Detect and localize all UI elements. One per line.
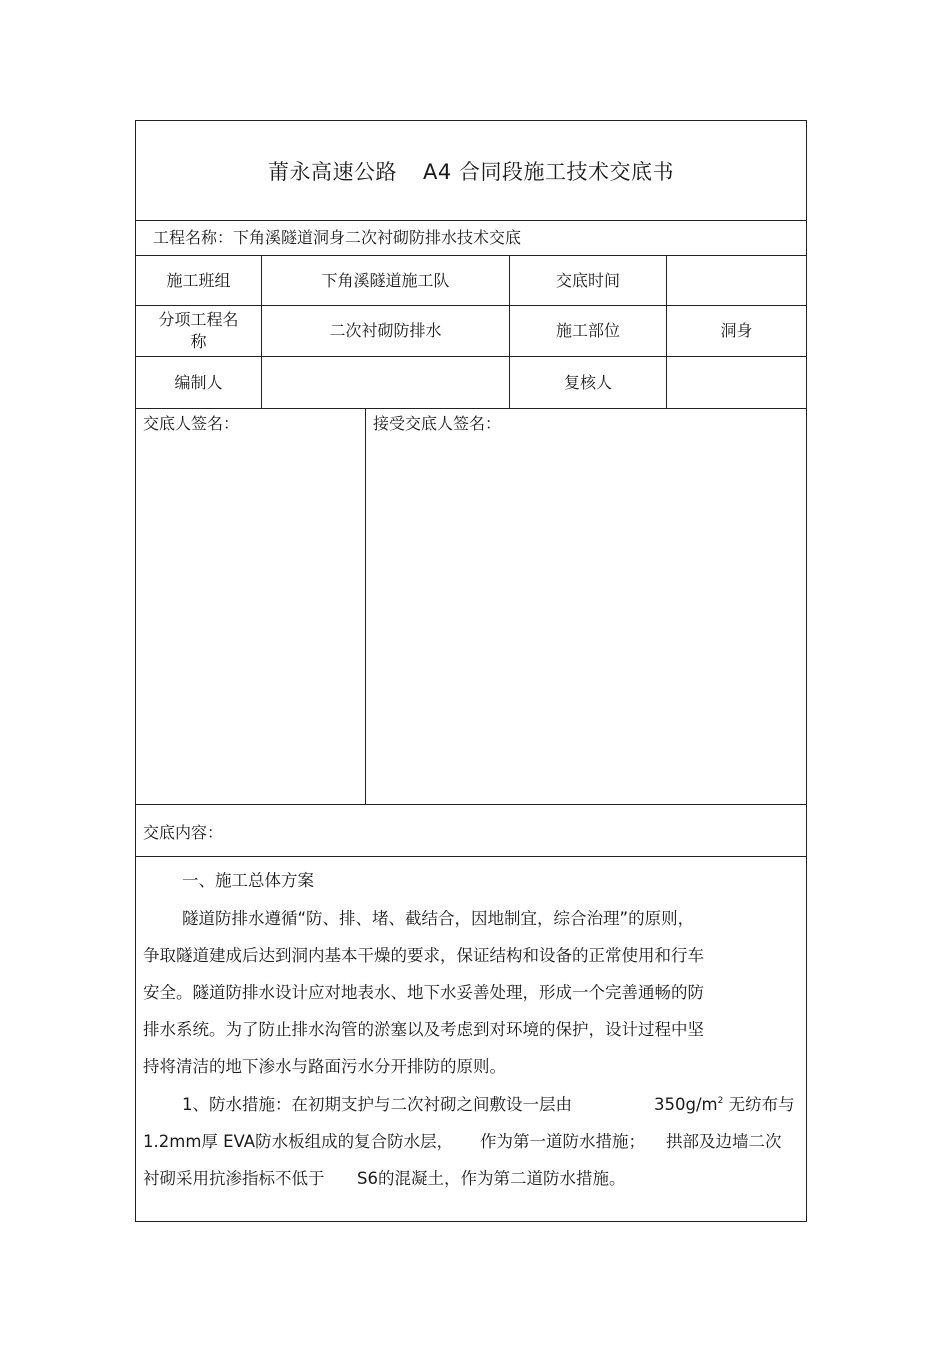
document-title xyxy=(136,121,806,220)
paragraph-line: 排水系统。为了防止排水沟管的淤塞以及考虑到对环境的保护，设计过程中坚 xyxy=(143,1020,704,1039)
paragraph-line: 衬砌采用抗渗指标不低于 xyxy=(143,1169,325,1188)
receiver-signature-label: 接受交底人签名： xyxy=(373,414,502,433)
subproject-value: 二次衬砌防排水 xyxy=(329,321,442,340)
title-part2: A4 合同段施工技术交底书 xyxy=(423,159,674,184)
rule xyxy=(135,856,807,857)
paragraph-line: 拱部及边墙二次 xyxy=(666,1132,782,1151)
title-part1: 莆永高速公路 xyxy=(268,159,398,184)
paragraph-line: 争取隧道建成后达到洞内基本干燥的要求，保证结构和设备的正常使用和行车 xyxy=(143,946,704,965)
team-label: 施工班组 xyxy=(166,270,231,290)
project-name: 工程名称：下角溪隧道洞身二次衬砌防排水技术交底 xyxy=(153,228,522,247)
author-label: 编制人 xyxy=(174,372,223,392)
reviewer-label: 复核人 xyxy=(563,372,612,392)
reviewer-value xyxy=(667,357,806,408)
rule xyxy=(365,408,366,804)
time-label: 交底时间 xyxy=(555,270,620,290)
subproject-label: 分项工程名 称 xyxy=(158,310,239,351)
paragraph-line: S6的混凝土，作为第二道防水措施。 xyxy=(357,1169,626,1188)
paragraph-line: 安全。隧道防排水设计应对地表水、地下水妥善处理，形成一个完善通畅的防 xyxy=(143,983,704,1002)
time-value xyxy=(667,256,806,305)
location-value: 洞身 xyxy=(720,321,753,340)
rule xyxy=(135,804,807,805)
rule xyxy=(135,408,807,409)
content-label: 交底内容： xyxy=(143,823,224,842)
paragraph-line: 1.2mm厚 EVA防水板组成的复合防水层， xyxy=(143,1132,454,1151)
paragraph-line: 1、防水措施：在初期支护与二次衬砌之间敷设一层由 xyxy=(182,1095,572,1114)
location-label: 施工部位 xyxy=(555,321,620,340)
paragraph-line: 隧道防排水遵循“防、排、堵、截结合，因地制宜，综合治理”的原则， xyxy=(182,909,695,928)
author-value xyxy=(262,357,509,408)
giver-signature-label: 交底人签名： xyxy=(143,414,240,433)
paragraph-line: 持将清洁的地下渗水与路面污水分开排防的原则。 xyxy=(143,1057,506,1076)
paragraph-line: $350g/m^2$ 无纺布与 xyxy=(654,1095,795,1114)
team-value: 下角溪隧道施工队 xyxy=(321,270,450,290)
section-heading: 一、施工总体方案 xyxy=(182,871,314,890)
paragraph-line: 作为第一道防水措施； xyxy=(480,1132,645,1151)
